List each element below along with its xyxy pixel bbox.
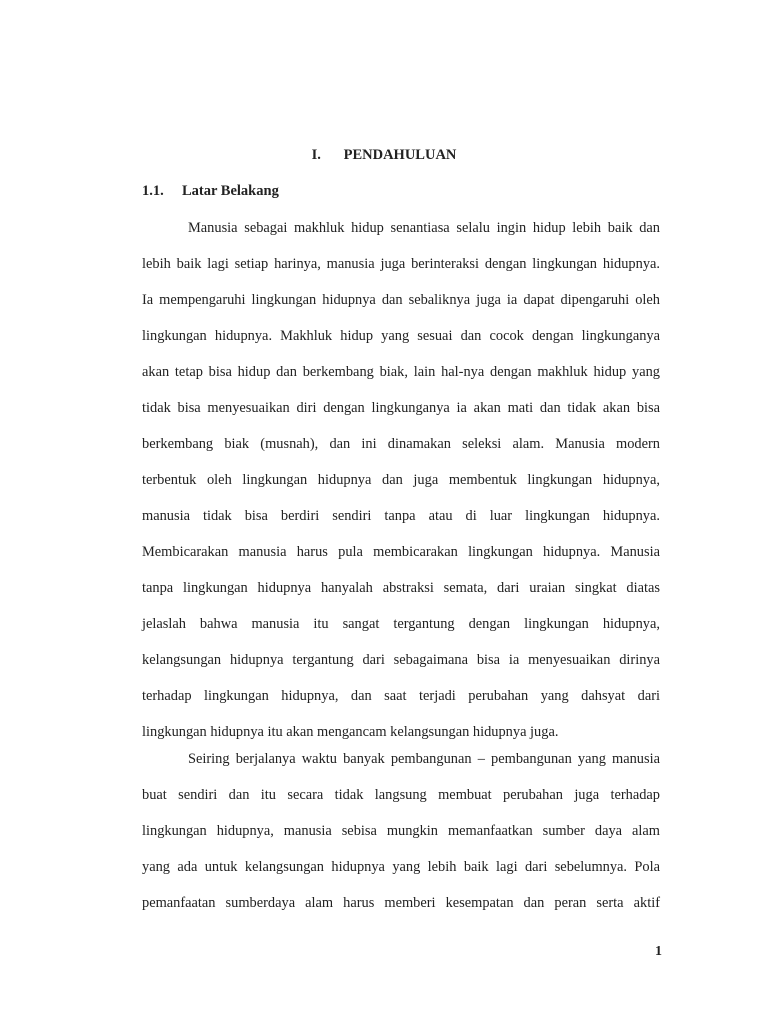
text-line: lingkungan hidupnya. Makhluk hidup yang sesuai dan cocok dengan lingkunganya	[142, 328, 660, 344]
text-line: kelangsungan hidupnya tergantung dari sebagaimana bisa ia menyesuaikan dirinya	[142, 652, 660, 668]
text-line: pemanfaatan sumberdaya alam harus memberi kesempatan dan peran serta aktif	[142, 895, 660, 911]
section-heading	[142, 182, 279, 200]
text-line: lebih baik lagi setiap harinya, manusia juga berinteraksi dengan lingkungan hidupnya.	[142, 256, 660, 272]
page-number: 1	[655, 944, 662, 959]
text-line: yang ada untuk kelangsungan hidupnya yang lebih baik lagi dari sebelumnya. Pola	[142, 859, 660, 875]
text-line: terhadap lingkungan hidupnya, dan saat terjadi perubahan yang dahsyat dari	[142, 688, 660, 704]
chapter-number: I.	[311, 147, 321, 163]
text-line: manusia tidak bisa berdiri sendiri tanpa atau di luar lingkungan hidupnya.	[142, 508, 660, 524]
text-line: akan tetap bisa hidup dan berkembang biak, lain hal-nya dengan makhluk hidup yang	[142, 364, 660, 380]
chapter-heading	[0, 146, 768, 164]
text-line: Manusia sebagai makhluk hidup senantiasa selalu ingin hidup lebih baik dan	[188, 220, 660, 236]
text-line: terbentuk oleh lingkungan hidupnya dan juga membentuk lingkungan hidupnya,	[142, 472, 660, 488]
text-line: Ia mempengaruhi lingkungan hidupnya dan sebaliknya juga ia dapat dipengaruhi oleh	[142, 292, 660, 308]
paragraph-background-1	[142, 210, 660, 750]
text-line: lingkungan hidupnya itu akan mengancam kelangsungan hidupnya juga.	[142, 724, 559, 740]
text-line: lingkungan hidupnya, manusia sebisa mungkin memanfaatkan sumber daya alam	[142, 823, 660, 839]
chapter-title: PENDAHULUAN	[343, 147, 457, 163]
text-line: buat sendiri dan itu secara tidak langsung membuat perubahan juga terhadap	[142, 787, 660, 803]
text-line: Seiring berjalanya waktu banyak pembangunan – pembangunan yang manusia	[188, 751, 660, 767]
section-title: Latar Belakang	[182, 183, 279, 199]
text-line: tidak bisa menyesuaikan diri dengan lingkunganya ia akan mati dan tidak akan bisa	[142, 400, 660, 416]
text-line: tanpa lingkungan hidupnya hanyalah abstraksi semata, dari uraian singkat diatas	[142, 580, 660, 596]
text-line: berkembang biak (musnah), dan ini dinamakan seleksi alam. Manusia modern	[142, 436, 660, 452]
section-number: 1.1.	[142, 183, 164, 199]
paragraph-background-2	[142, 741, 660, 921]
text-line: Membicarakan manusia harus pula membicarakan lingkungan hidupnya. Manusia	[142, 544, 660, 560]
text-line: jelaslah bahwa manusia itu sangat tergantung dengan lingkungan hidupnya,	[142, 616, 660, 632]
